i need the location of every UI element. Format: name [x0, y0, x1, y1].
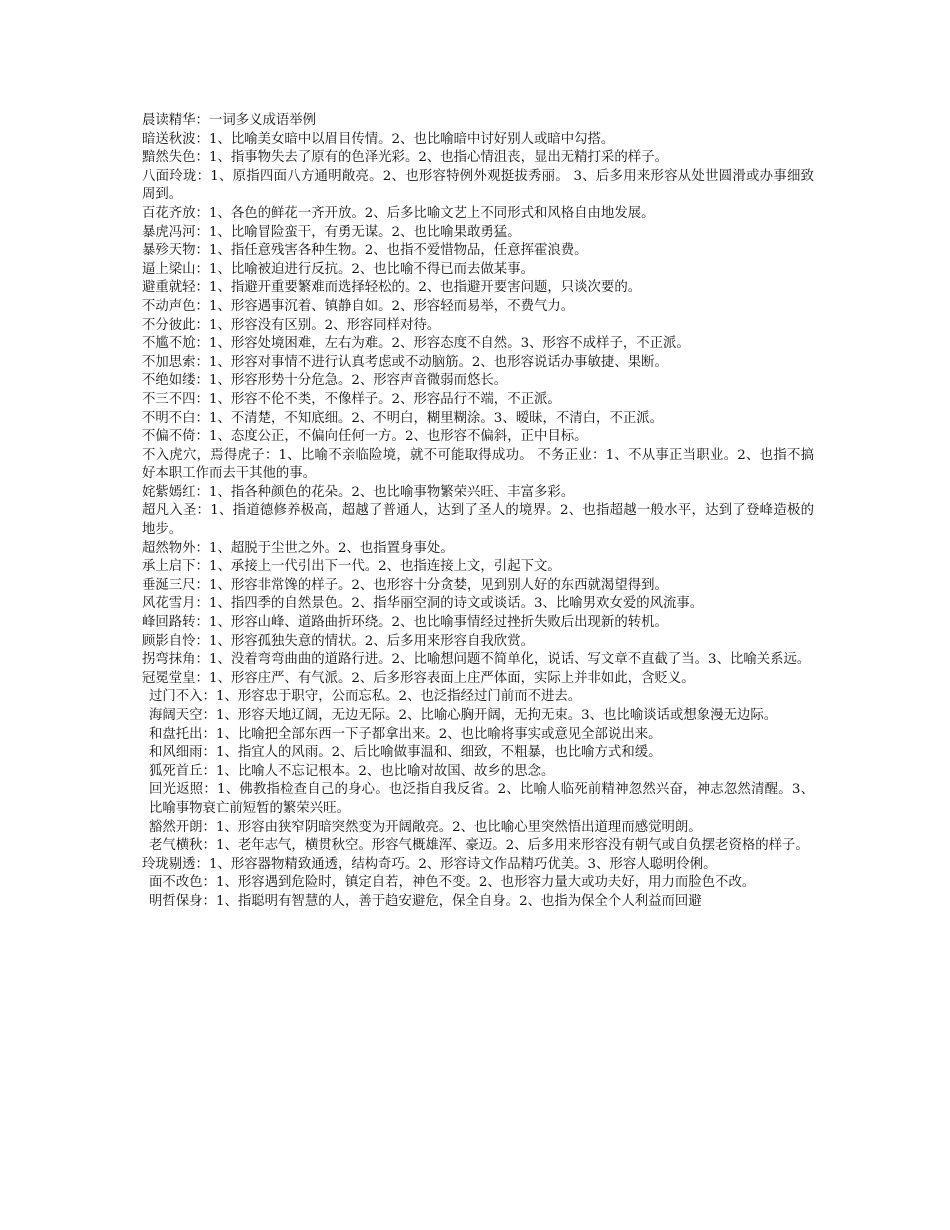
- idiom-entry: 风花雪月：1、指四季的自然景色。2、指华丽空洞的诗文或谈话。3、比喻男欢女爱的风流事。: [142, 596, 704, 612]
- idiom-entry: 不动声色：1、形容遇事沉着、镇静自如。2、形容轻而易举，不费气力。: [142, 298, 575, 314]
- idiom-entry: 面不改色：1、形容遇到危险时，镇定自若，神色不变。2、也形容力量大或功夫好，用力而脸色不改。: [149, 875, 756, 891]
- idiom-entry: 不偏不倚：1、态度公正，不偏向任何一方。2、也形容不偏斜，正中目标。: [142, 429, 588, 445]
- idiom-entry: 不三不四：1、形容不伦不类，不像样子。2、形容品行不端，不正派。: [142, 391, 561, 407]
- idiom-entry: 超然物外：1、超脱于尘世之外。2、也指置身事处。: [142, 540, 454, 556]
- idiom-entry: 不明不白：1、不清楚，不知底细。2、不明白，糊里糊涂。3、暧昧，不清白，不正派。: [142, 410, 664, 426]
- idiom-entry: 不分彼此：1、形容没有区别。2、形容同样对待。: [142, 317, 441, 333]
- idiom-entry: 冠冕堂皇：1、形容庄严、有气派。2、后多形容表面上庄严体面，实际上并非如此，含贬义。: [142, 670, 695, 686]
- idiom-entry: 暴殄天物：1、指任意残害各种生物。2、也指不爱惜物品，任意挥霍浪费。: [142, 243, 588, 259]
- idiom-entry: 和风细雨：1、指宜人的风雨。2、后比喻做事温和、细致，不粗暴，也比喻方式和缓。: [149, 745, 662, 761]
- idiom-entry: 承上启下：1、承接上一代引出下一代。2、也指连接上文，引起下文。: [142, 559, 561, 575]
- idiom-entry: 拐弯抹角：1、没着弯弯曲曲的道路行进。2、比喻想问题不简单化，说话、写文章不直截了当。3、比喻关系远。: [142, 652, 811, 668]
- idiom-entry: 百花齐放：1、各色的鲜花一齐开放。2、后多比喻文艺上不同形式和风格自由地发展。: [142, 205, 655, 221]
- idiom-entry: 海阔天空：1、形容天地辽阔，无边无际。2、比喻心胸开阔，无拘无束。3、也比喻谈话或想象漫无边际。: [149, 708, 778, 723]
- idiom-entry: 过门不入：1、形容忠于职守，公而忘私。2、也泛指经过门前而不进去。: [149, 689, 582, 705]
- idiom-entry: 逼上梁山：1、比喻被迫进行反抗。2、也比喻不得已而去做某事。: [142, 261, 534, 277]
- idiom-entry: 顾影自怜：1、形容孤独失意的情状。2、后多用来形容自我欣赏。: [142, 633, 534, 649]
- idiom-entry: 狐死首丘：1、比喻人不忘记根本。2、也比喻对故国、故乡的思念。: [149, 763, 555, 779]
- document-page: [142, 112, 814, 912]
- document-title: 晨读精华：一词多义成语举例: [142, 113, 317, 128]
- idiom-list: [142, 131, 814, 912]
- idiom-entry: 和盘托出：1、比喻把全部东西一下子都拿出来。2、也比喻将事实或意见全部说出来。: [149, 726, 662, 742]
- idiom-entry: 玲珑剔透：1、形容器物精致通透，结构奇巧。2、形容诗文作品精巧优美。3、形容人聪明伶俐。: [142, 856, 717, 872]
- idiom-entry: 垂涎三尺：1、形容非常馋的样子。2、也形容十分贪婪，见到别人好的东西就渴望得到。: [142, 577, 668, 593]
- idiom-entry: 不绝如缕：1、形容形势十分危急。2、形容声音微弱而悠长。: [142, 373, 508, 389]
- idiom-entry: 回光返照：1、佛教指检查自己的身心。也泛指自我反省。2、比喻人临死前精神忽然兴奋，神志忽然清醒。3、比喻事物衰亡前短暂的繁荣兴旺。: [149, 782, 814, 816]
- idiom-entry: 不尴不尬：1、形容处境困难，左右为难。2、形容态度不自然。3、形容不成样子，不正派。: [142, 336, 690, 352]
- idiom-entry: 豁然开朗：1、形容由狭窄阴暗突然变为开阔敞亮。2、也比喻心里突然悟出道理而感觉明朗。: [149, 819, 702, 835]
- idiom-entry: 老气横秋：1、老年志气，横贯秋空。形容气概雄浑、豪迈。2、后多用来形容没有朝气或自负摆老资格的样子。: [149, 838, 809, 854]
- idiom-entry: 暴虎冯河：1、比喻冒险蛮干，有勇无谋。2、也比喻果敢勇猛。: [142, 224, 521, 240]
- idiom-entry: 明哲保身：1、指聪明有智慧的人，善于趋安避危，保全自身。2、也指为保全个人利益而回避: [149, 893, 702, 909]
- idiom-entry: 黯然失色：1、指事物失去了原有的色泽光彩。2、也指心情沮丧，显出无精打采的样子。: [142, 150, 668, 166]
- idiom-entry: 八面玲珑：1、原指四面八方通明敞亮。2、也形容特例外观挺拔秀丽。 3、后多用来形容从处世圆滑或办事细致周到。: [142, 168, 814, 203]
- idiom-entry: 不加思索：1、形容对事情不进行认真考虑或不动脑筋。2、也形容说话办事敏捷、果断。: [142, 354, 668, 370]
- idiom-entry: 姹紫嫣红：1、指各种颜色的花朵。2、也比喻事物繁荣兴旺、丰富多彩。: [142, 484, 575, 500]
- idiom-entry: 不入虎穴，焉得虎子：1、比喻不亲临险境，就不可能取得成功。 不务正业：1、不从事正当职业。2、也指不搞好本职工作而去干其他的事。: [142, 447, 814, 482]
- idiom-entry: 避重就轻：1、指避开重要繁难而选择轻松的。2、也指避开要害问题，只谈次要的。: [142, 280, 642, 296]
- idiom-entry: 峰回路转：1、形容山峰、道路曲折环绕。2、也比喻事情经过挫折失败后出现新的转机。: [142, 615, 668, 631]
- idiom-entry: 超凡入圣：1、指道德修养极高，超越了普通人，达到了圣人的境界。2、也指超越一般水平，达到了登峰造极的地步。: [142, 503, 814, 538]
- idiom-entry: 暗送秋波：1、比喻美女暗中以眉目传情。2、也比喻暗中讨好别人或暗中勾搭。: [142, 131, 615, 147]
